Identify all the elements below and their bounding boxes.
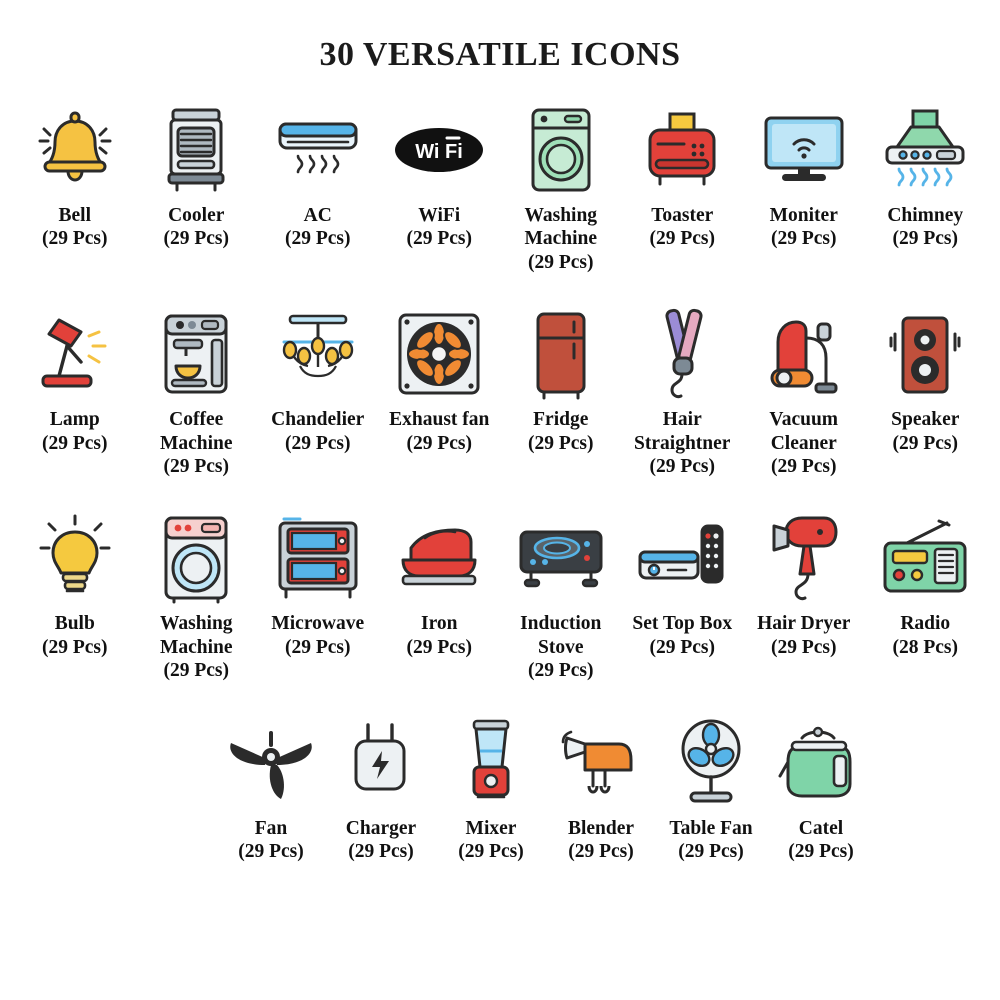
- icon-cell-monitor[interactable]: [743, 96, 865, 278]
- icon-label: Radio: [900, 613, 951, 635]
- icon-label: Toaster: [651, 205, 714, 226]
- speaker-icon: [877, 306, 973, 402]
- icon-label: Hair Straightner: [634, 409, 731, 454]
- icon-count: (29 Pcs): [406, 228, 473, 250]
- ac-icon: [270, 102, 366, 198]
- icon-count: (29 Pcs): [284, 228, 351, 250]
- icon-cell-wifi[interactable]: [379, 96, 501, 278]
- icon-count: (29 Pcs): [678, 840, 744, 862]
- icon-cell-exhaust-fan[interactable]: [379, 300, 501, 482]
- icon-label: Speaker: [891, 409, 960, 431]
- induction-stove-icon: [513, 510, 609, 606]
- icon-cell-coffee-machine[interactable]: [136, 300, 258, 482]
- icon-count: (29 Pcs): [348, 840, 414, 862]
- bulb-icon: [27, 510, 123, 606]
- icon-count: (29 Pcs): [41, 228, 108, 250]
- icon-label: Chimney: [887, 205, 964, 226]
- icon-label: Fan: [254, 817, 288, 839]
- icon-cell-chimney[interactable]: [865, 96, 987, 278]
- icon-cell-hair-dryer[interactable]: [743, 504, 865, 686]
- icon-label: Vacuum Cleaner: [769, 409, 839, 454]
- icon-count: (29 Pcs): [406, 432, 473, 454]
- icon-cell-set-top-box[interactable]: [622, 504, 744, 686]
- iron-icon: [391, 510, 487, 606]
- icon-label: Induction Stove: [520, 613, 602, 658]
- hair-dryer-icon: [756, 510, 852, 606]
- icon-label: Blender: [567, 817, 635, 839]
- icon-count: (29 Pcs): [568, 840, 634, 862]
- icon-label: Lamp: [49, 409, 100, 431]
- icon-label: Exhaust fan: [389, 409, 490, 431]
- icon-cell-speaker[interactable]: [865, 300, 987, 482]
- icon-grid-row-4: [0, 687, 1000, 868]
- icon-count: (29 Pcs): [788, 840, 854, 862]
- icon-count: (29 Pcs): [527, 251, 594, 273]
- icon-cell-washing-machine[interactable]: [500, 96, 622, 278]
- icon-label: Table Fan: [669, 817, 753, 839]
- icon-cell-iron[interactable]: [379, 504, 501, 686]
- icon-count: (29 Pcs): [649, 636, 716, 658]
- icon-cell-bulb[interactable]: [14, 504, 136, 686]
- toaster-icon: [634, 102, 730, 198]
- icon-grid-row-1: [0, 74, 1000, 278]
- icon-count: (29 Pcs): [284, 432, 351, 454]
- table-fan-icon: [663, 715, 759, 811]
- washing-machine-2-icon: [148, 510, 244, 606]
- icon-grid-row-3: [0, 482, 1000, 686]
- icon-count: (29 Pcs): [163, 228, 230, 250]
- icon-cell-kettle[interactable]: [766, 709, 876, 868]
- icon-count: (29 Pcs): [527, 432, 594, 454]
- icon-label: Washing Machine: [159, 613, 233, 658]
- icon-count: (29 Pcs): [649, 455, 716, 477]
- coffee-machine-icon: [148, 306, 244, 402]
- chandelier-icon: [270, 306, 366, 402]
- icon-label: Coffee Machine: [159, 409, 233, 454]
- bell-icon: [27, 102, 123, 198]
- icon-count: (29 Pcs): [406, 636, 473, 658]
- icon-cell-washing-machine-2[interactable]: [136, 504, 258, 686]
- icon-count: (29 Pcs): [163, 455, 230, 477]
- icon-label: Catel: [798, 817, 844, 839]
- icon-count: (29 Pcs): [238, 840, 304, 862]
- lamp-icon: [27, 306, 123, 402]
- icon-label: Moniter: [769, 205, 838, 226]
- icon-cell-mixer[interactable]: [436, 709, 546, 868]
- kettle-icon: [773, 715, 869, 811]
- icon-count: (29 Pcs): [41, 636, 108, 658]
- radio-icon: [877, 510, 973, 606]
- wifi-icon: [391, 102, 487, 198]
- icon-count: (29 Pcs): [770, 228, 837, 250]
- fridge-icon: [513, 306, 609, 402]
- icon-label: Chandelier: [271, 409, 365, 431]
- charger-icon: [333, 715, 429, 811]
- chimney-icon: [877, 102, 973, 198]
- icon-count: (29 Pcs): [163, 660, 230, 682]
- icon-label: Microwave: [271, 613, 365, 635]
- icon-count: (29 Pcs): [892, 228, 959, 250]
- icon-label: Bulb: [54, 613, 95, 635]
- icon-cell-hair-straightner[interactable]: [622, 300, 744, 482]
- icon-label: Charger: [345, 817, 417, 839]
- icon-count: (29 Pcs): [892, 432, 959, 454]
- icon-count: (29 Pcs): [41, 432, 108, 454]
- icon-label: Hair Dryer: [757, 613, 851, 635]
- icon-label: Cooler: [168, 205, 225, 226]
- mixer-icon: [443, 715, 539, 811]
- icon-count: (28 Pcs): [892, 636, 959, 658]
- cooler-icon: [148, 102, 244, 198]
- icon-count: (29 Pcs): [527, 660, 594, 682]
- icon-grid-row-2: [0, 278, 1000, 482]
- icon-cell-lamp[interactable]: [14, 300, 136, 482]
- icon-label: Mixer: [465, 817, 517, 839]
- vacuum-cleaner-icon: [756, 306, 852, 402]
- icon-cell-charger[interactable]: [326, 709, 436, 868]
- hair-straightner-icon: [634, 306, 730, 402]
- icon-cell-cooler[interactable]: [136, 96, 258, 278]
- icon-label: Washing Machine: [524, 205, 598, 250]
- svg-text:Wi Fi: Wi Fi: [415, 141, 464, 163]
- monitor-icon: [756, 102, 852, 198]
- set-top-box-icon: [634, 510, 730, 606]
- icon-label: Set Top Box: [632, 613, 733, 635]
- icon-cell-blender[interactable]: [546, 709, 656, 868]
- icon-cell-induction-stove[interactable]: [500, 504, 622, 686]
- exhaust-fan-icon: [391, 306, 487, 402]
- icon-cell-microwave[interactable]: [257, 504, 379, 686]
- icon-cell-ac[interactable]: [257, 96, 379, 278]
- washing-machine-icon: [513, 102, 609, 198]
- icon-count: (29 Pcs): [770, 636, 837, 658]
- icon-label: Bell: [58, 205, 91, 226]
- microwave-icon: [270, 510, 366, 606]
- icon-cell-fan[interactable]: [216, 709, 326, 868]
- fan-icon: [223, 715, 319, 811]
- icon-label: WiFi: [418, 205, 461, 226]
- blender-icon: [553, 715, 649, 811]
- icon-cell-radio[interactable]: [865, 504, 987, 686]
- icon-cell-vacuum-cleaner[interactable]: [743, 300, 865, 482]
- icon-label: Fridge: [533, 409, 589, 431]
- icon-cell-table-fan[interactable]: [656, 709, 766, 868]
- icon-count: (29 Pcs): [284, 636, 351, 658]
- icon-label: AC: [303, 205, 332, 226]
- icon-cell-fridge[interactable]: [500, 300, 622, 482]
- icon-cell-toaster[interactable]: [622, 96, 744, 278]
- icon-label: Iron: [421, 613, 458, 635]
- icon-count: (29 Pcs): [770, 455, 837, 477]
- icon-count: (29 Pcs): [649, 228, 716, 250]
- icon-cell-bell[interactable]: [14, 96, 136, 278]
- page-title: 30 VERSATILE ICONS: [319, 36, 681, 73]
- icon-count: (29 Pcs): [458, 840, 524, 862]
- icon-cell-chandelier[interactable]: [257, 300, 379, 482]
